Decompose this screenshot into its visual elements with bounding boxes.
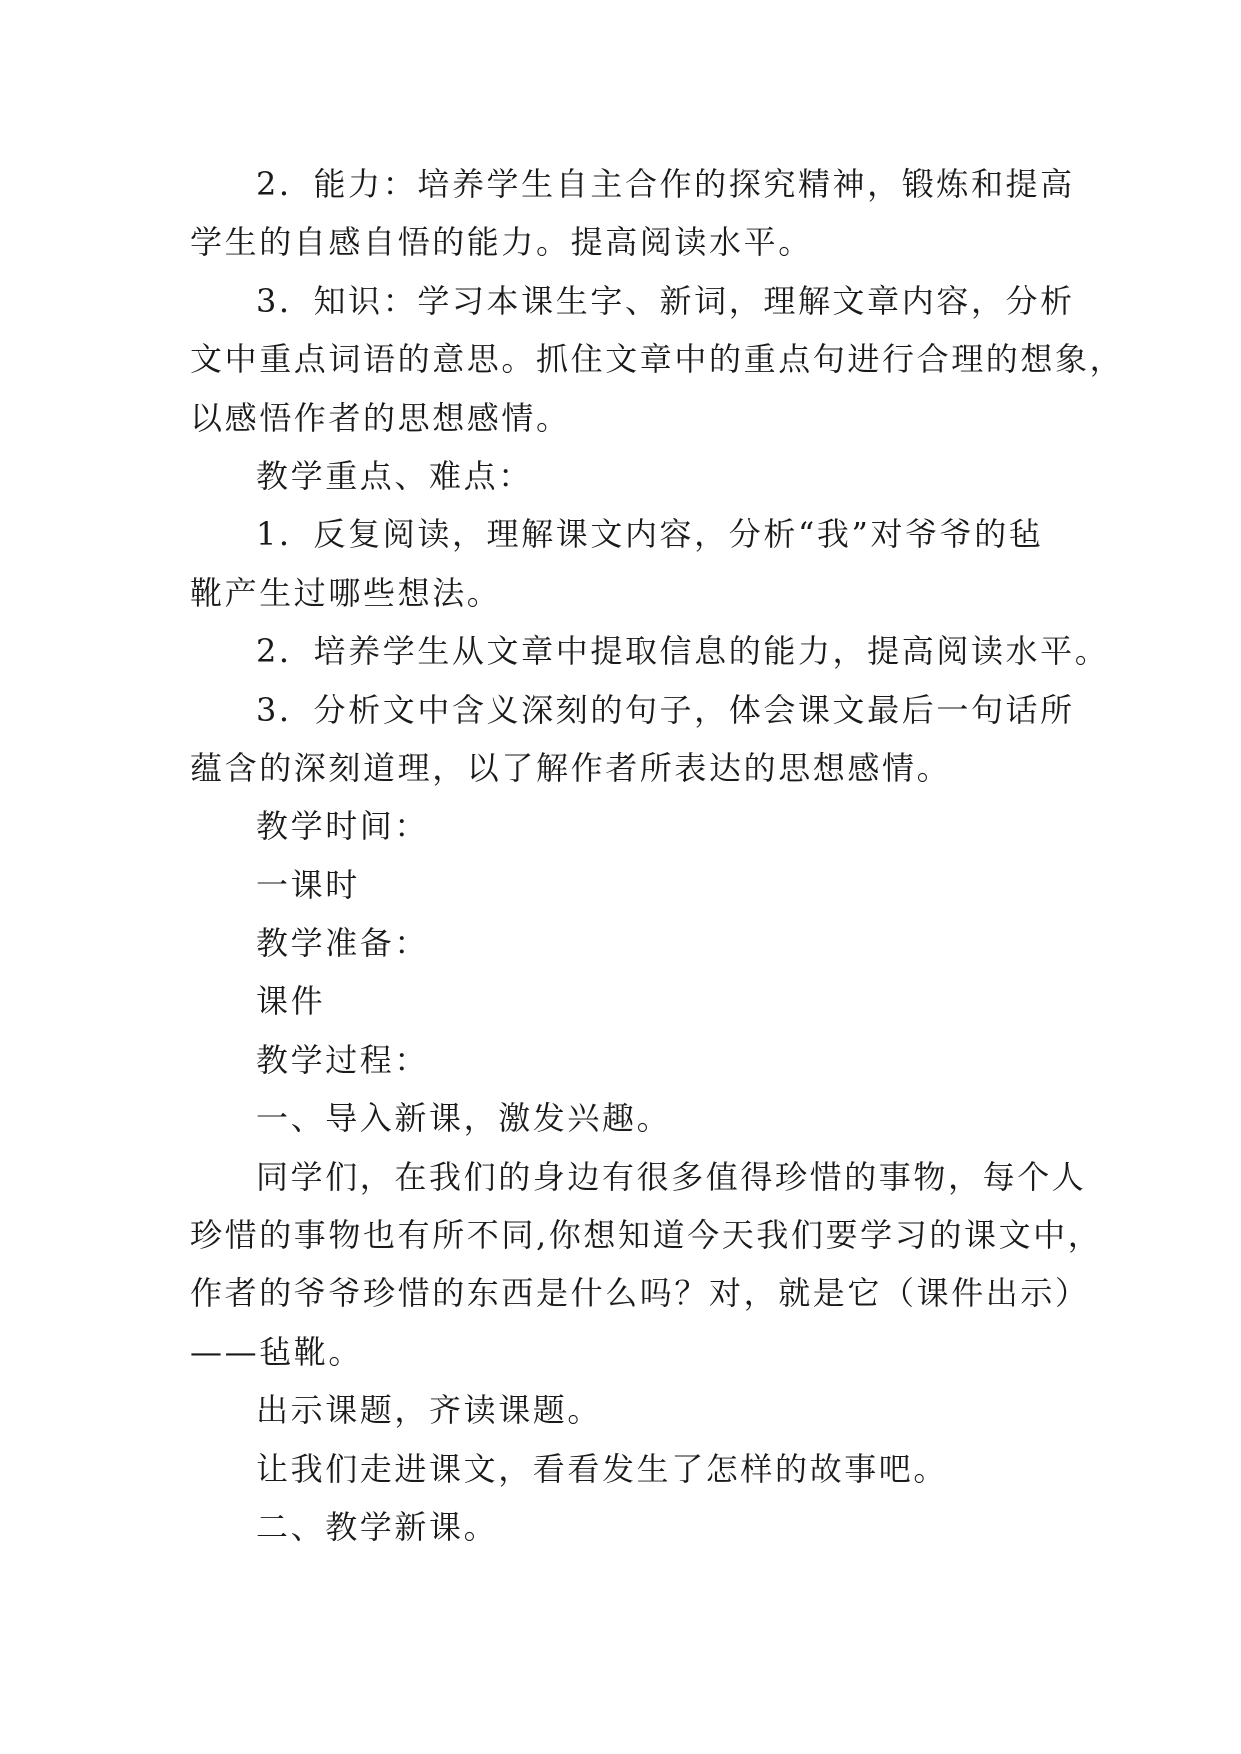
paragraph-line: 教学重点、难点： xyxy=(256,456,533,495)
paragraph-line: 一课时 xyxy=(256,865,360,904)
document-body xyxy=(190,155,1125,1556)
paragraph-line: 同学们，在我们的身边有很多值得珍惜的事物，每个人 xyxy=(256,1157,1087,1196)
paragraph-one-lesson xyxy=(190,856,1060,914)
paragraph-ability xyxy=(190,155,1075,272)
paragraph-line: 让我们走进课文，看看发生了怎样的故事吧。 xyxy=(256,1449,949,1488)
heading-teaching-process xyxy=(190,1031,1060,1089)
paragraph-line: 3．知识：学习本课生字、新词，理解文章内容，分析 xyxy=(256,281,1075,320)
heading-teaching-preparation xyxy=(190,914,1060,972)
paragraph-line: 作者的爷爷珍惜的东西是什么吗？对，就是它（课件出示） xyxy=(190,1274,1090,1313)
paragraph-line: ——毡靴。 xyxy=(190,1332,364,1371)
paragraph-line: 教学准备： xyxy=(256,924,430,963)
paragraph-key-point-1 xyxy=(190,505,1060,622)
paragraph-line: 教学过程： xyxy=(256,1040,430,1079)
paragraph-line: 教学时间： xyxy=(256,807,430,846)
heading-key-points xyxy=(190,447,1060,505)
paragraph-line: 2．培养学生从文章中提取信息的能力，提高阅读水平。 xyxy=(256,632,1110,671)
paragraph-key-point-3 xyxy=(190,681,1075,798)
paragraph-line: 珍惜的事物也有所不同,你想知道今天我们要学习的课文中， xyxy=(190,1216,1103,1255)
paragraph-line: 课件 xyxy=(256,982,326,1021)
paragraph-line: 二、教学新课。 xyxy=(256,1507,499,1546)
section-heading-intro xyxy=(190,1089,1060,1147)
paragraph-intro-text xyxy=(190,1148,1103,1382)
paragraph-knowledge xyxy=(190,272,1125,447)
paragraph-line: 文中重点词语的意思。抓住文章中的重点句进行合理的想象， xyxy=(190,340,1125,379)
paragraph-line: 一、导入新课，激发兴趣。 xyxy=(256,1099,672,1138)
paragraph-line: 学生的自感自悟的能力。提高阅读水平。 xyxy=(190,223,813,262)
paragraph-show-title xyxy=(190,1381,1060,1439)
heading-teaching-time xyxy=(190,797,1060,855)
paragraph-line: 1．反复阅读，理解课文内容，分析“我”对爷爷的毡 xyxy=(256,515,1044,554)
section-heading-new-lesson xyxy=(190,1498,1060,1556)
paragraph-courseware xyxy=(190,972,1060,1030)
paragraph-enter-text xyxy=(190,1440,1060,1498)
paragraph-key-point-2 xyxy=(190,622,1110,680)
paragraph-line: 出示课题，齐读课题。 xyxy=(256,1391,603,1430)
paragraph-line: 2．能力：培养学生自主合作的探究精神，锻炼和提高 xyxy=(256,165,1075,203)
paragraph-line: 靴产生过哪些想法。 xyxy=(190,573,502,612)
paragraph-line: 蕴含的深刻道理，以了解作者所表达的思想感情。 xyxy=(190,748,952,787)
paragraph-line: 3．分析文中含义深刻的句子，体会课文最后一句话所 xyxy=(256,690,1075,729)
paragraph-line: 以感悟作者的思想感情。 xyxy=(190,398,571,437)
